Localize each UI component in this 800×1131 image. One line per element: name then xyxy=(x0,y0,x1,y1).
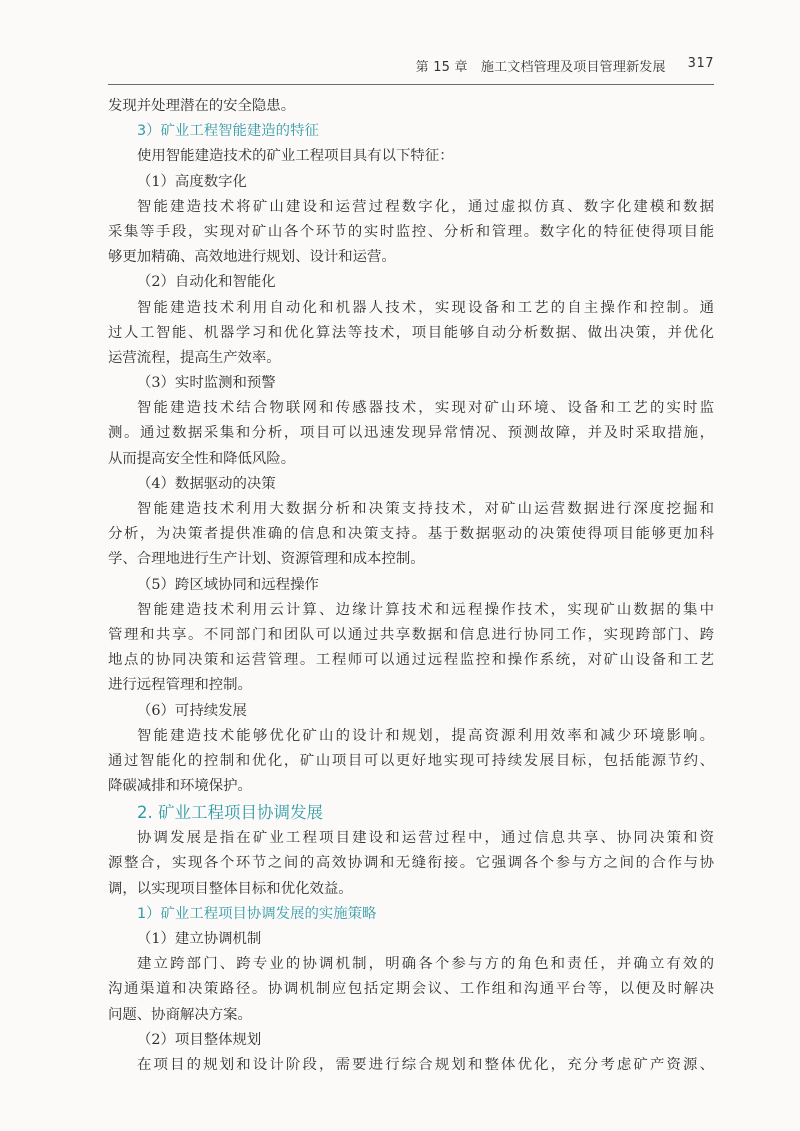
text-line: 问题、协商解决方案。 xyxy=(108,1006,252,1023)
text-line: 沟通渠道和决策路径。协调机制应包括定期会议、工作组和沟通平台等，以便及时解决 xyxy=(108,981,714,998)
text-line: 通过智能化的控制和优化，矿山项目可以更好地实现可持续发展目标，包括能源节约、 xyxy=(108,752,714,769)
list-item-heading: （5）跨区域协同和远程操作 xyxy=(137,576,319,593)
subsection-heading: 1）矿业工程项目协调发展的实施策略 xyxy=(137,905,377,922)
text-line: 过人工智能、机器学习和优化算法等技术，项目能够自动分析数据、做出决策，并优化 xyxy=(108,324,714,341)
text-line: 调，以实现项目整体目标和优化效益。 xyxy=(108,880,353,897)
text-line: 源整合，实现各个环节之间的高效协调和无缝衔接。它强调各个参与方之间的合作与协 xyxy=(108,855,714,872)
list-item-heading: （1）高度数字化 xyxy=(137,173,247,190)
text-line: 发现并处理潜在的安全隐患。 xyxy=(108,98,296,114)
text-line: 地点的协同决策和运营管理。工程师可以通过远程监控和操作系统，对矿山设备和工艺 xyxy=(108,652,714,669)
text-line: 智能建造技术能够优化矿山的设计和规划，提高资源利用效率和减少环境影响。 xyxy=(137,727,714,744)
text-line: 运营流程，提高生产效率。 xyxy=(108,349,281,366)
text-line: 智能建造技术利用云计算、边缘计算技术和远程操作技术，实现矿山数据的集中 xyxy=(137,601,714,618)
subsection-heading: 3）矿业工程智能建造的特征 xyxy=(137,123,319,140)
list-item-heading: （2）项目整体规划 xyxy=(137,1031,262,1048)
list-item-heading: （1）建立协调机制 xyxy=(137,931,262,947)
text-line: 在项目的规划和设计阶段，需要进行综合规划和整体优化，充分考虑矿产资源、 xyxy=(137,1056,714,1073)
section-heading: 2. 矿业工程项目协调发展 xyxy=(137,803,323,823)
running-header xyxy=(108,56,714,85)
text-line: 降碳减排和环境保护。 xyxy=(108,778,252,795)
text-line: 从而提高安全性和降低风险。 xyxy=(108,450,296,467)
list-item-heading: （6）可持续发展 xyxy=(137,702,247,719)
text-line: 够更加精确、高效地进行规划、设计和运营。 xyxy=(108,249,396,266)
text-line: 智能建造技术结合物联网和传感器技术，实现对矿山环境、设备和工艺的实时监 xyxy=(137,400,714,417)
text-line: 协调发展是指在矿业工程项目建设和运营过程中，通过信息共享、协同决策和资 xyxy=(137,830,714,847)
list-item-heading: （2）自动化和智能化 xyxy=(137,274,276,291)
page-number: 317 xyxy=(687,56,714,71)
chapter-title: 第 15 章 施工文档管理及项目管理新发展 xyxy=(415,60,666,75)
text-line: 测。通过数据采集和分析，项目可以迅速发现异常情况、预测故障，并及时采取措施， xyxy=(108,425,714,442)
list-item-heading: （3）实时监测和预警 xyxy=(137,375,276,392)
text-line: 分析，为决策者提供准确的信息和决策支持。基于数据驱动的决策使得项目能够更加科 xyxy=(108,526,714,543)
text-line: 智能建造技术利用大数据分析和决策支持技术，对矿山运营数据进行深度挖掘和 xyxy=(137,501,714,517)
text-line: 使用智能建造技术的矿业工程项目具有以下特征： xyxy=(137,148,454,165)
text-line: 智能建造技术利用自动化和机器人技术，实现设备和工艺的自主操作和控制。通 xyxy=(137,299,714,316)
body-text xyxy=(108,94,714,1078)
text-line: 智能建造技术将矿山建设和运营过程数字化，通过虚拟仿真、数字化建模和数据 xyxy=(137,198,714,215)
text-line: 采集等手段，实现对矿山各个环节的实时监控、分析和管理。数字化的特征使得项目能 xyxy=(108,223,714,240)
text-line: 学、合理地进行生产计划、资源管理和成本控制。 xyxy=(108,551,425,568)
text-line: 进行远程管理和控制。 xyxy=(108,677,252,694)
text-line: 建立跨部门、跨专业的协调机制，明确各个参与方的角色和责任，并确立有效的 xyxy=(137,956,714,973)
text-line: 管理和共享。不同部门和团队可以通过共享数据和信息进行协同工作，实现跨部门、跨 xyxy=(108,626,714,643)
list-item-heading: （4）数据驱动的决策 xyxy=(137,475,276,492)
